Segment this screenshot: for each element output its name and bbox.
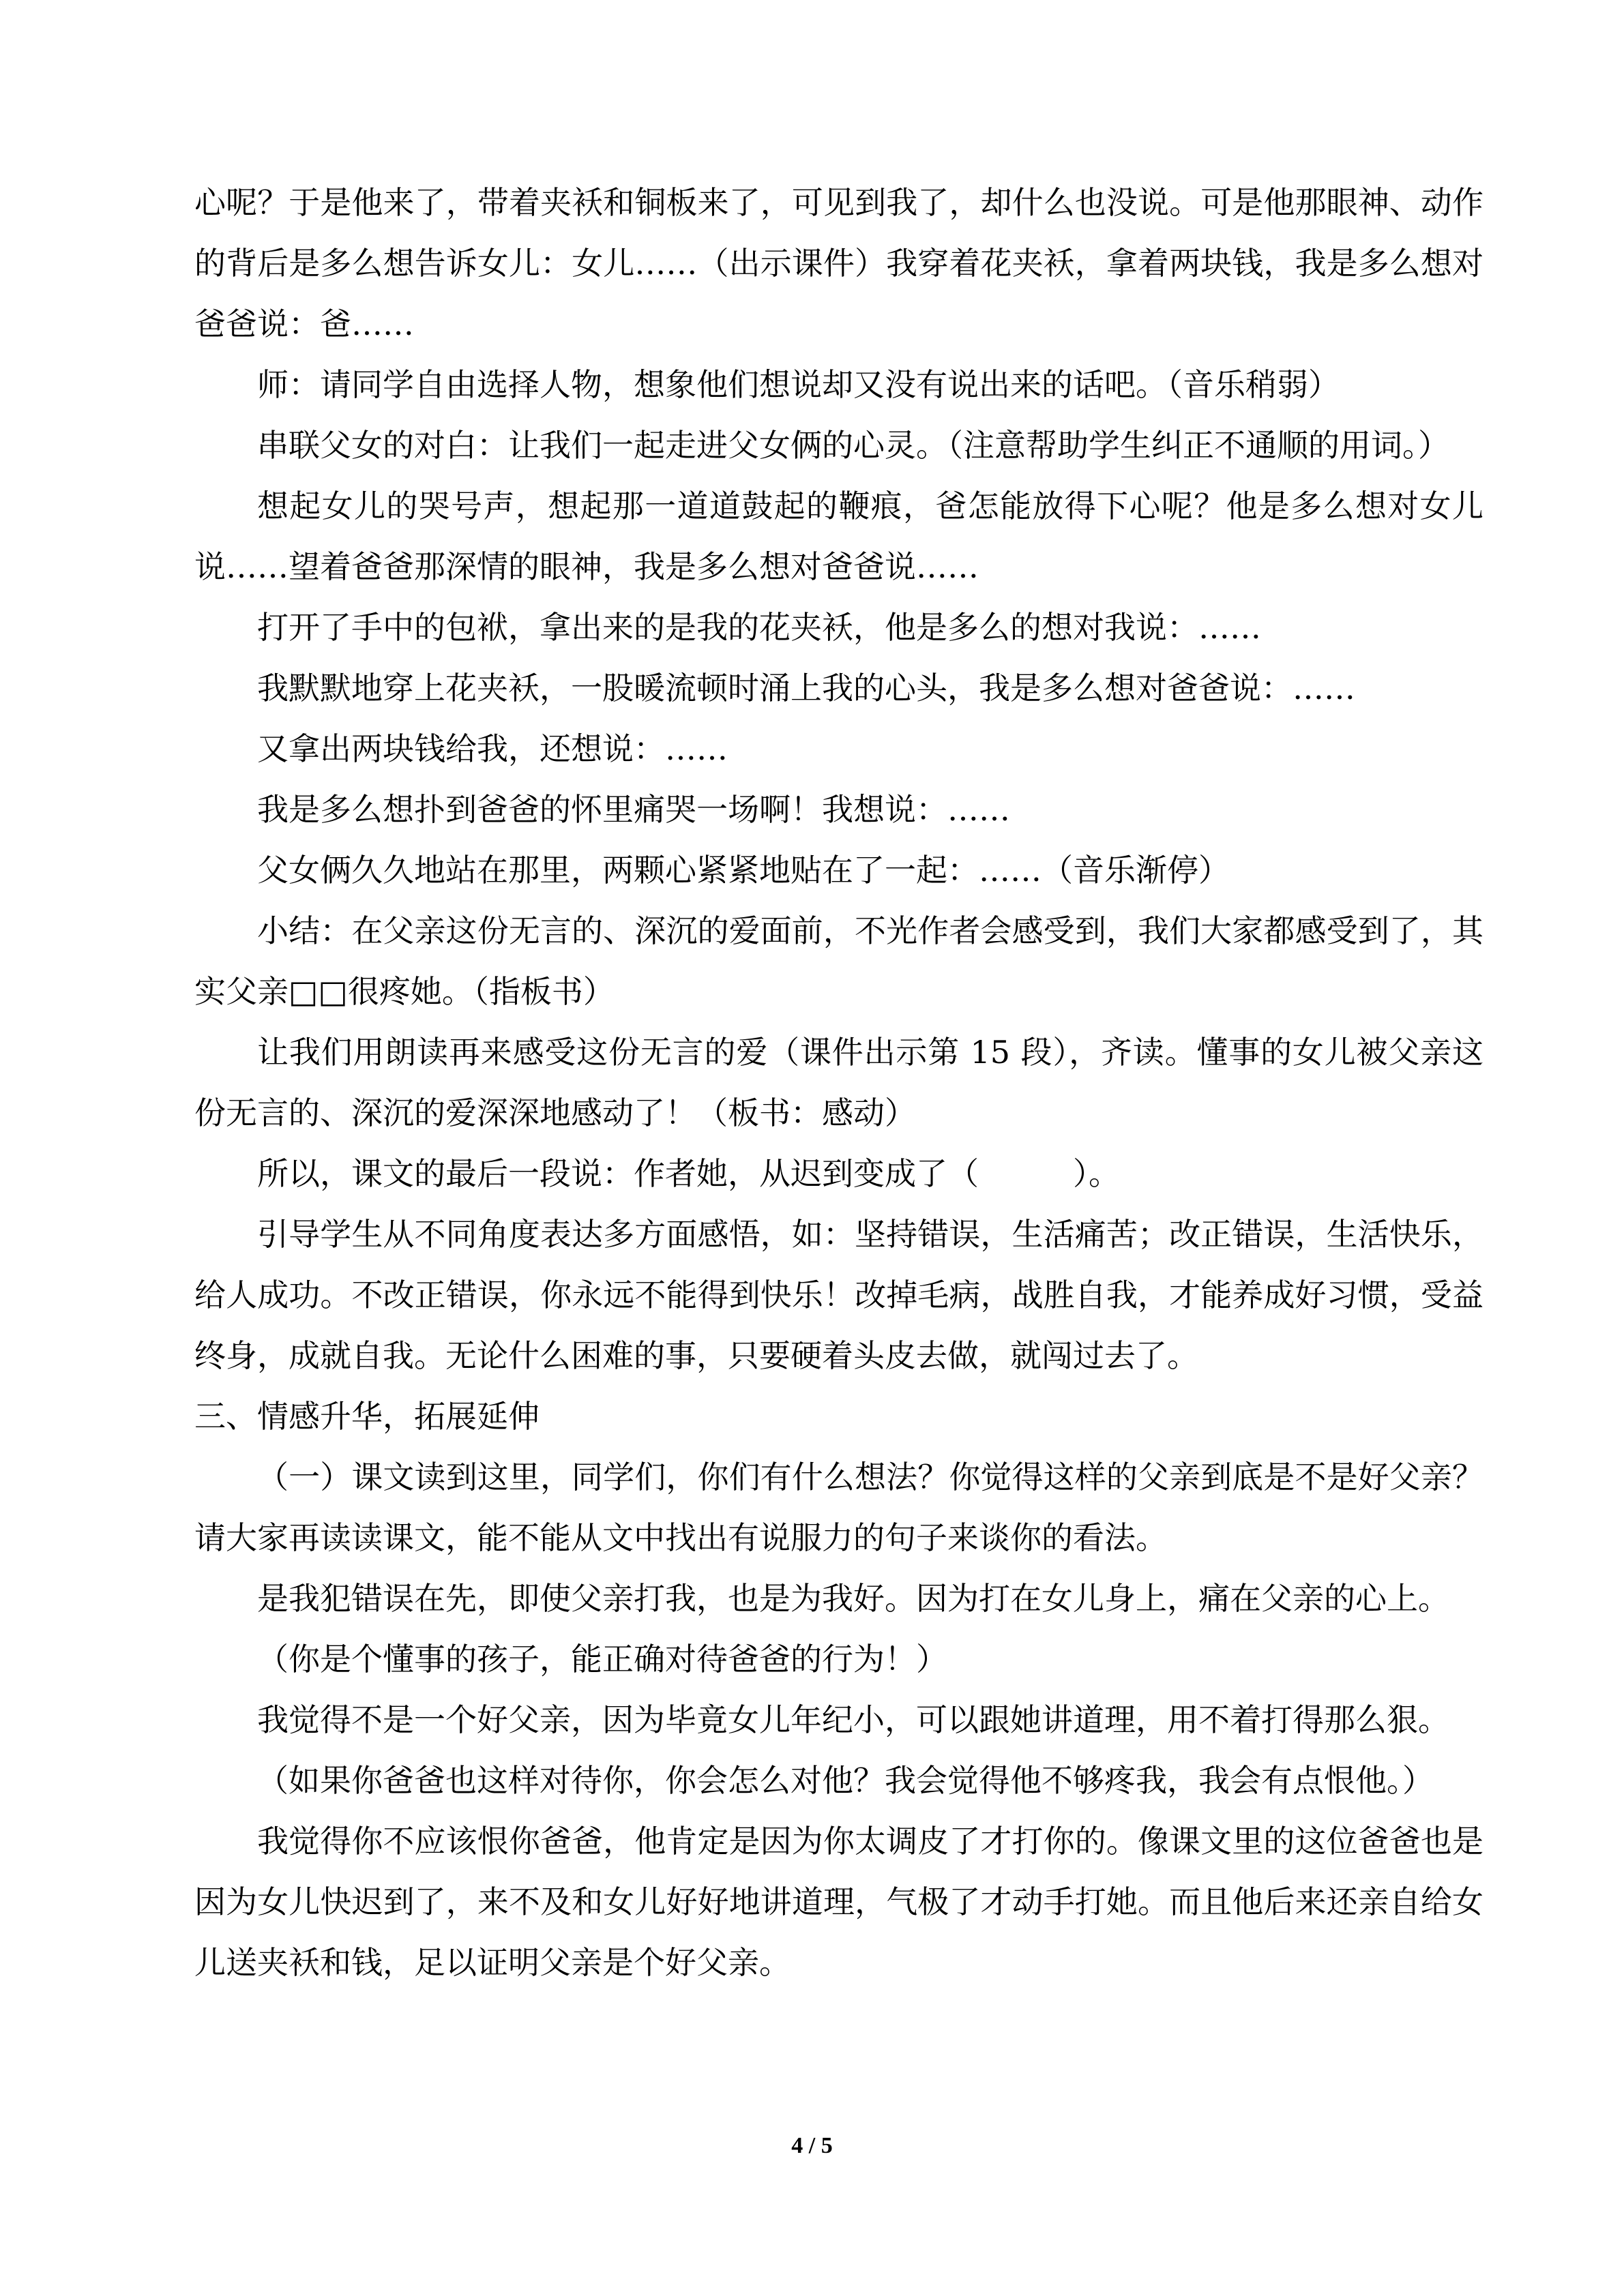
paragraph: 所以，课文的最后一段说：作者她，从迟到变成了（ ）。 [257,1155,1120,1192]
paragraph: 师：请同学自由选择人物，想象他们想说却又没有说出来的话吧。（音乐稍弱） [257,366,1340,403]
paragraph: 我觉得不是一个好父亲，因为毕竟女儿年纪小，可以跟她讲道理，用不着打得那么狠。 [257,1701,1449,1738]
paragraph: 让我们用朗读再来感受这份无言的爱（课件出示第 15 段），齐读。懂事的女儿被父亲这份无言的、深沉的爱深深地感动了！（板书：感动） [194,1034,1483,1131]
paragraph-continuation: 心呢？于是他来了，带着夹袄和铜板来了，可见到我了，却什么也没说。可是他那眼神、动作的背后是多么想告诉女儿：女儿……（出示课件）我穿着花夹袄，拿着两块钱，我是多么想对爸爸说：爸…… [194,184,1483,342]
paragraph-summary: 小结：在父亲这份无言的、深沉的爱面前，不光作者会感受到，我们大家都感受到了，其实父亲□□很疼她。（指板书） [194,912,1483,1010]
paragraph: 我是多么想扑到爸爸的怀里痛哭一场啊！我想说：…… [257,791,1010,828]
page-number: 4 / 5 [791,2133,833,2158]
paragraph: 又拿出两块钱给我，还想说：…… [257,730,728,767]
paragraph: 父女俩久久地站在那里，两颗心紧紧地贴在了一起：……（音乐渐停） [257,852,1230,889]
paragraph: 串联父女的对白：让我们一起走进父女俩的心灵。（注意帮助学生纠正不通顺的用词。） [257,427,1449,464]
paragraph: 我默默地穿上花夹袄，一股暖流顿时涌上我的心头，我是多么想对爸爸说：…… [257,670,1355,706]
paragraph: 打开了手中的包袱，拿出来的是我的花夹袄，他是多么的想对我说：…… [257,609,1261,646]
document-body [194,173,1483,1993]
paragraph: 是我犯错误在先，即使父亲打我，也是为我好。因为打在女儿身上，痛在父亲的心上。 [257,1580,1449,1617]
paragraph: （如果你爸爸也这样对待你，你会怎么对他？我会觉得他不够疼我，我会有点恨他。） [257,1762,1434,1799]
paragraph: （你是个懂事的孩子，能正确对待爸爸的行为！） [257,1641,947,1678]
paragraph: 引导学生从不同角度表达多方面感悟，如：坚持错误，生活痛苦；改正错误，生活快乐，给人成功。不改正错误，你永远不能得到快乐！改掉毛病，战胜自我，才能养成好习惯，受益终身，成就自我。无论什么困难的事，只要硬着头皮去做，就闯过去了。 [194,1216,1483,1374]
section-heading: 三、情感升华，拓展延伸 [194,1398,540,1435]
paragraph: 我觉得你不应该恨你爸爸，他肯定是因为你太调皮了才打你的。像课文里的这位爸爸也是因为女儿快迟到了，来不及和女儿好好地讲道理，气极了才动手打她。而且他后来还亲自给女儿送夹袄和钱，足以证明父亲是个好父亲。 [194,1823,1483,1981]
paragraph: 想起女儿的哭号声，想起那一道道鼓起的鞭痕，爸怎能放得下心呢？他是多么想对女儿说……望着爸爸那深情的眼神，我是多么想对爸爸说…… [194,488,1483,585]
paragraph: （一）课文读到这里，同学们，你们有什么想法？你觉得这样的父亲到底是不是好父亲？请大家再读读课文，能不能从文中找出有说服力的句子来谈你的看法。 [194,1459,1483,1556]
